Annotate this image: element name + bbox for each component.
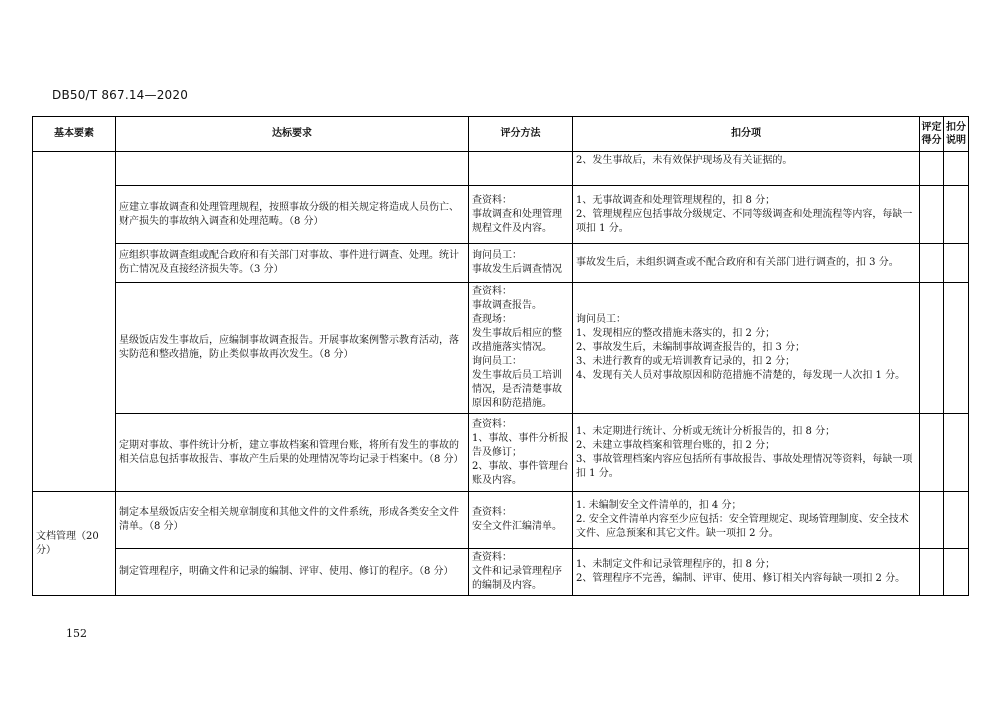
score-cell bbox=[920, 152, 944, 186]
deduction-cell bbox=[573, 549, 920, 596]
deduction-line: 1、未制定文件和记录管理程序的，扣 8 分； bbox=[576, 559, 776, 570]
deduction-cell bbox=[573, 283, 920, 414]
reason-cell bbox=[944, 186, 969, 244]
deduction-line: 2、发生事故后，未有效保护现场及有关证据的。 bbox=[576, 155, 793, 166]
element-cell: 文档管理（20 分） bbox=[33, 492, 116, 596]
header-deduction: 扣分项 bbox=[573, 117, 920, 152]
deduction-line: 3、事故管理档案内容应包括所有事故报告、事故处理情况等资料，每缺一项扣 1 分。 bbox=[576, 453, 913, 479]
table-header-row bbox=[33, 117, 969, 152]
score-cell bbox=[920, 414, 944, 492]
reason-cell bbox=[944, 549, 969, 596]
reason-cell bbox=[944, 244, 969, 283]
table-row bbox=[33, 492, 969, 549]
method-cell bbox=[469, 414, 573, 492]
requirement-cell: 应组织事故调查组或配合政府和有关部门对事故、事件进行调查、处理。统计伤亡情况及直接经济损失等。（3 分） bbox=[116, 244, 469, 283]
deduction-line: 1、无事故调查和处理管理规程的，扣 8 分； bbox=[576, 194, 776, 206]
deduction-line: 1、未定期进行统计、分析或无统计分析报告的，扣 8 分； bbox=[576, 425, 836, 437]
deduction-cell bbox=[573, 152, 920, 186]
score-cell bbox=[920, 283, 944, 414]
header-requirement: 达标要求 bbox=[116, 117, 469, 152]
method-line: 查资料： bbox=[472, 418, 512, 430]
deduction-line: 1. 未编制安全文件清单的，扣 4 分； bbox=[576, 500, 742, 511]
header-score-line: 评定 bbox=[921, 122, 942, 133]
deduction-cell bbox=[573, 414, 920, 492]
table-row bbox=[33, 414, 969, 492]
assessment-table bbox=[32, 116, 969, 596]
method-line: 发生事故后员工培训情况，是否清楚事故原因和防范措施。 bbox=[472, 370, 562, 409]
method-line: 发生事故后相应的整改措施落实情况。 bbox=[472, 328, 562, 353]
deduction-line: 2、事故发生后，未编制事故调查报告的，扣 3 分； bbox=[576, 342, 806, 353]
header-method: 评分方法 bbox=[469, 117, 573, 152]
deduction-line: 3、未进行教育的或无培训教育记录的，扣 2 分； bbox=[576, 356, 796, 367]
method-line: 查资料： bbox=[472, 507, 512, 518]
header-reason-line: 扣分 bbox=[946, 122, 966, 133]
score-cell bbox=[920, 492, 944, 549]
header-score bbox=[920, 117, 944, 152]
method-line: 事故调查报告。 bbox=[472, 300, 542, 311]
method-line: 事故调查和处理管理规程文件及内容。 bbox=[472, 208, 562, 234]
deduction-line: 事故发生后，未组织调查或不配合政府和有关部门进行调查的，扣 3 分。 bbox=[576, 257, 899, 268]
deduction-line: 1、发现相应的整改措施未落实的，扣 2 分； bbox=[576, 328, 776, 339]
deduction-cell bbox=[573, 492, 920, 549]
requirement-cell: 制定管理程序，明确文件和记录的编制、评审、使用、修订的程序。（8 分） bbox=[116, 549, 469, 596]
deduction-cell bbox=[573, 186, 920, 244]
score-cell bbox=[920, 186, 944, 244]
method-line: 2、事故、事件管理台账及内容。 bbox=[472, 460, 569, 486]
deduction-line: 2. 安全文件清单内容至少应包括：安全管理规定、现场管理制度、安全技术文件、应急预案和其它文件。缺一项扣 2 分。 bbox=[576, 514, 909, 539]
reason-cell bbox=[944, 492, 969, 549]
header-element: 基本要素 bbox=[33, 117, 116, 152]
deduction-line: 2、管理程序不完善，编制、评审、使用、修订相关内容每缺一项扣 2 分。 bbox=[576, 573, 906, 584]
method-cell bbox=[469, 186, 573, 244]
method-cell bbox=[469, 152, 573, 186]
table-row bbox=[33, 549, 969, 596]
method-line: 询问员工： bbox=[472, 250, 522, 261]
method-cell bbox=[469, 492, 573, 549]
table-row bbox=[33, 283, 969, 414]
method-line: 安全文件汇编清单。 bbox=[472, 521, 562, 532]
method-line: 事故发生后调查情况 bbox=[472, 264, 562, 275]
element-cell-empty bbox=[33, 152, 116, 492]
method-cell bbox=[469, 549, 573, 596]
requirement-cell: 星级饭店发生事故后，应编制事故调查报告。开展事故案例警示教育活动，落实防范和整改措施，防止类似事故再次发生。（8 分） bbox=[116, 283, 469, 414]
table-row bbox=[33, 244, 969, 283]
requirement-cell bbox=[116, 152, 469, 186]
deduction-cell bbox=[573, 244, 920, 283]
requirement-cell: 定期对事故、事件统计分析，建立事故档案和管理台账，将所有发生的事故的相关信息包括事故报告、事故产生后果的处理情况等均记录于档案中。（8 分） bbox=[116, 414, 469, 492]
deduction-line: 询问员工： bbox=[576, 314, 626, 325]
method-line: 文件和记录管理程序的编制及内容。 bbox=[472, 566, 562, 591]
method-line: 查资料： bbox=[472, 552, 512, 563]
reason-cell bbox=[944, 414, 969, 492]
method-line: 查资料： bbox=[472, 194, 512, 206]
table-row bbox=[33, 152, 969, 186]
method-cell bbox=[469, 283, 573, 414]
header-reason-line: 说明 bbox=[946, 135, 966, 146]
method-line: 1、事故、事件分析报告及修订； bbox=[472, 432, 569, 458]
table-row bbox=[33, 186, 969, 244]
method-line: 询问员工： bbox=[472, 356, 522, 367]
requirement-cell: 制定本星级饭店安全相关规章制度和其他文件的文件系统，形成各类安全文件清单。（8 分） bbox=[116, 492, 469, 549]
score-cell bbox=[920, 244, 944, 283]
method-line: 查资料： bbox=[472, 286, 512, 297]
header-score-line: 得分 bbox=[921, 135, 942, 146]
method-line: 查现场： bbox=[472, 314, 512, 325]
deduction-line: 2、管理规程应包括事故分级规定、不同等级调查和处理流程等内容，每缺一项扣 1 分。 bbox=[576, 208, 913, 234]
deduction-line: 2、未建立事故档案和管理台账的，扣 2 分； bbox=[576, 439, 776, 451]
method-cell bbox=[469, 244, 573, 283]
score-cell bbox=[920, 549, 944, 596]
document-code: DB50/T 867.14—2020 bbox=[52, 88, 189, 102]
requirement-cell: 应建立事故调查和处理管理规程，按照事故分级的相关规定将造成人员伤亡、财产损失的事故纳入调查和处理范畴。（8 分） bbox=[116, 186, 469, 244]
page-number: 152 bbox=[66, 627, 87, 640]
reason-cell bbox=[944, 283, 969, 414]
deduction-line: 4、发现有关人员对事故原因和防范措施不清楚的，每发现一人次扣 1 分。 bbox=[576, 370, 906, 381]
reason-cell bbox=[944, 152, 969, 186]
header-reason bbox=[944, 117, 969, 152]
